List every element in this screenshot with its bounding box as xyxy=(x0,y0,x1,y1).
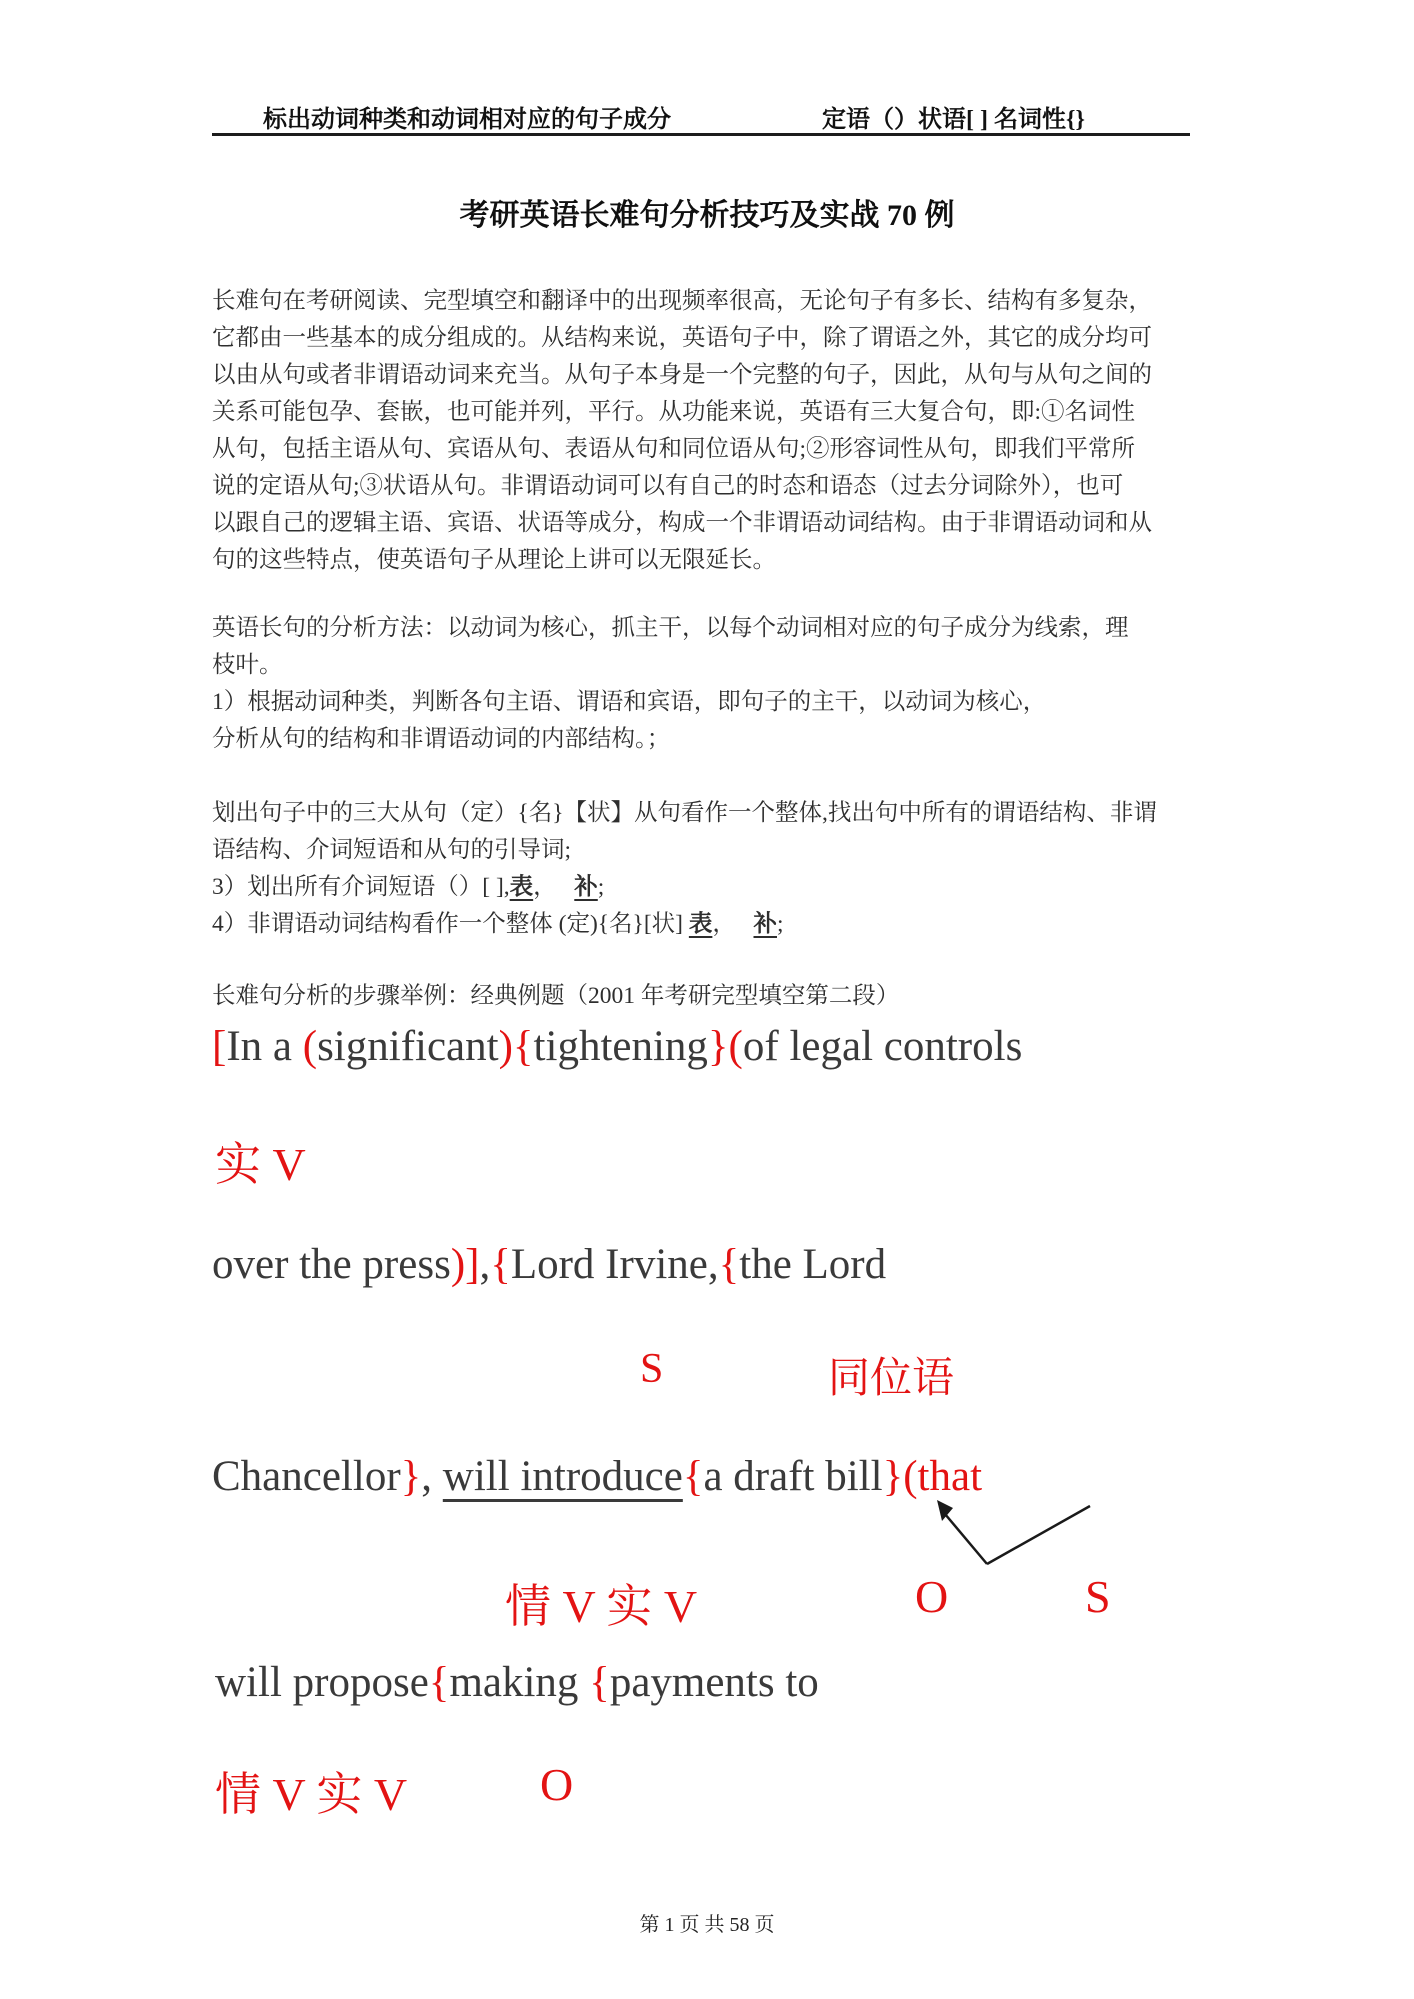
page-title: 考研英语长难句分析技巧及实战 70 例 xyxy=(459,199,955,232)
step3-text: 3）划出所有介词短语（）[ ], xyxy=(212,874,510,900)
text-segment: In a xyxy=(226,1023,303,1070)
paren-open: ( xyxy=(302,1023,318,1070)
text-segment: will propose xyxy=(215,1659,429,1706)
brace-close: } xyxy=(882,1453,904,1500)
step3-underlined-biao: 表 xyxy=(509,874,534,900)
paragraph-line-step4 xyxy=(212,906,1157,943)
step3-separator: ， xyxy=(533,874,575,900)
paragraph-line: 长难句在考研阅读、完型填空和翻译中的出现频率很高，无论句子有多长、结构有多复杂， xyxy=(212,288,1152,314)
text-segment: the Lord xyxy=(739,1241,887,1288)
example-line-a xyxy=(212,1022,1022,1071)
page-number-footer: 第 1 页 共 58 页 xyxy=(639,1914,775,1936)
step4-underlined-biao: 表 xyxy=(688,911,713,937)
brace-open: { xyxy=(718,1241,740,1288)
underlined-verb-phrase: will introduce xyxy=(442,1453,683,1500)
paragraph-line: 以由从句或者非谓语动词来充当。从句子本身是一个完整的句子，因此，从句与从句之间的 xyxy=(212,362,1152,388)
example-line-e xyxy=(212,1452,982,1501)
paragraph-line: 关系可能包孕、套嵌，也可能并列，平行。从功能来说，英语有三大复合句，即:①名词性 xyxy=(212,399,1136,425)
paren-close-brace-open: ){ xyxy=(498,1023,534,1070)
step4-separator: ， xyxy=(712,911,754,937)
annotation-subject-s: S xyxy=(640,1346,664,1392)
text-segment: of legal controls xyxy=(742,1023,1023,1070)
step4-text: 4）非谓语动词结构看作一个整体 (定){名}[状] xyxy=(212,911,689,937)
brace-open: { xyxy=(682,1453,704,1500)
paragraph-line: 句的这些特点，使英语句子从理论上讲可以无限延长。 xyxy=(212,547,776,573)
paragraph-line: 它都由一些基本的成分组成的。从结构来说，英语句子中，除了谓语之外，其它的成分均可 xyxy=(212,325,1152,351)
text-segment: over the press xyxy=(212,1241,451,1288)
header-rule xyxy=(212,133,1190,136)
text-segment: Chancellor xyxy=(212,1453,401,1500)
brace-close-paren-open: }( xyxy=(707,1023,743,1070)
paren-bracket-close: )] xyxy=(450,1241,480,1288)
text-segment: Lord Irvine, xyxy=(510,1241,719,1288)
annotation-object-o: O xyxy=(540,1759,574,1810)
text-segment: significant xyxy=(317,1023,499,1070)
brace-close: } xyxy=(400,1453,422,1500)
text-segment: making xyxy=(449,1659,590,1706)
brace-open: { xyxy=(589,1659,610,1706)
paragraph-line: 英语长句的分析方法：以动词为核心，抓主干，以每个动词相对应的句子成分为线索，理 xyxy=(212,615,1129,641)
bracket-open: [ xyxy=(212,1023,227,1070)
paragraph-intro xyxy=(212,283,1152,579)
annotation-object-o: O xyxy=(915,1571,949,1622)
example-line-g xyxy=(215,1658,819,1707)
comma: , xyxy=(421,1453,443,1500)
paragraph-line: 以跟自己的逻辑主语、宾语、状语等成分，构成一个非谓语动词结构。由于非谓语动词和从 xyxy=(212,510,1152,536)
annotation-subject-s: S xyxy=(1085,1571,1111,1622)
paragraph-line: 说的定语从句;③状语从句。非谓语动词可以有自己的时态和语态（过去分词除外），也可 xyxy=(212,473,1124,499)
text-segment: payments to xyxy=(609,1659,819,1706)
header-right-legend: 定语（）状语[ ] 名词性{} xyxy=(822,107,1085,133)
example-line-c xyxy=(212,1240,886,1289)
annotation-qing-v-shi-v: 情 V 实 V xyxy=(215,1769,408,1820)
paragraph-line: 语结构、介词短语和从句的引导词; xyxy=(212,837,572,863)
step3-underlined-bu: 补 xyxy=(574,874,598,900)
step3-end: ; xyxy=(597,874,605,900)
paragraph-line: 1）根据动词种类，判断各句主语、谓语和宾语，即句子的主干，以动词为核心， xyxy=(212,689,1047,715)
text-segment: a draft bill xyxy=(703,1453,883,1500)
step4-end: ; xyxy=(777,911,784,937)
annotation-shi-v: 实 V xyxy=(215,1139,306,1190)
example-intro: 长难句分析的步骤举例：经典例题（2001 年考研完型填空第二段） xyxy=(212,983,900,1009)
brace-open: { xyxy=(490,1241,511,1288)
paragraph-line: 从句，包括主语从句、宾语从句、表语从句和同位语从句;②形容词性从句，即我们平常所 xyxy=(212,436,1136,462)
paragraph-line: 划出句子中的三大从句（定）{名}【状】从句看作一个整体,找出句中所有的谓语结构、非谓 xyxy=(212,800,1157,826)
header-left-text: 标出动词种类和动词相对应的句子成分 xyxy=(263,107,671,133)
brace-open: { xyxy=(428,1659,450,1706)
step4-underlined-bu: 补 xyxy=(753,911,777,937)
paragraph-line-step3 xyxy=(212,869,1157,906)
paragraph-steps xyxy=(212,795,1157,943)
paragraph-method xyxy=(212,610,1129,758)
paragraph-line: 枝叶。 xyxy=(212,652,283,678)
paren-that: (that xyxy=(903,1453,983,1500)
text-segment: tightening xyxy=(533,1023,708,1070)
annotation-qing-v-shi-v: 情 V 实 V xyxy=(505,1581,698,1632)
annotation-appositive: 同位语 xyxy=(828,1356,955,1402)
comma: , xyxy=(479,1241,491,1288)
paragraph-line: 分析从句的结构和非谓语动词的内部结构。； xyxy=(212,726,671,752)
